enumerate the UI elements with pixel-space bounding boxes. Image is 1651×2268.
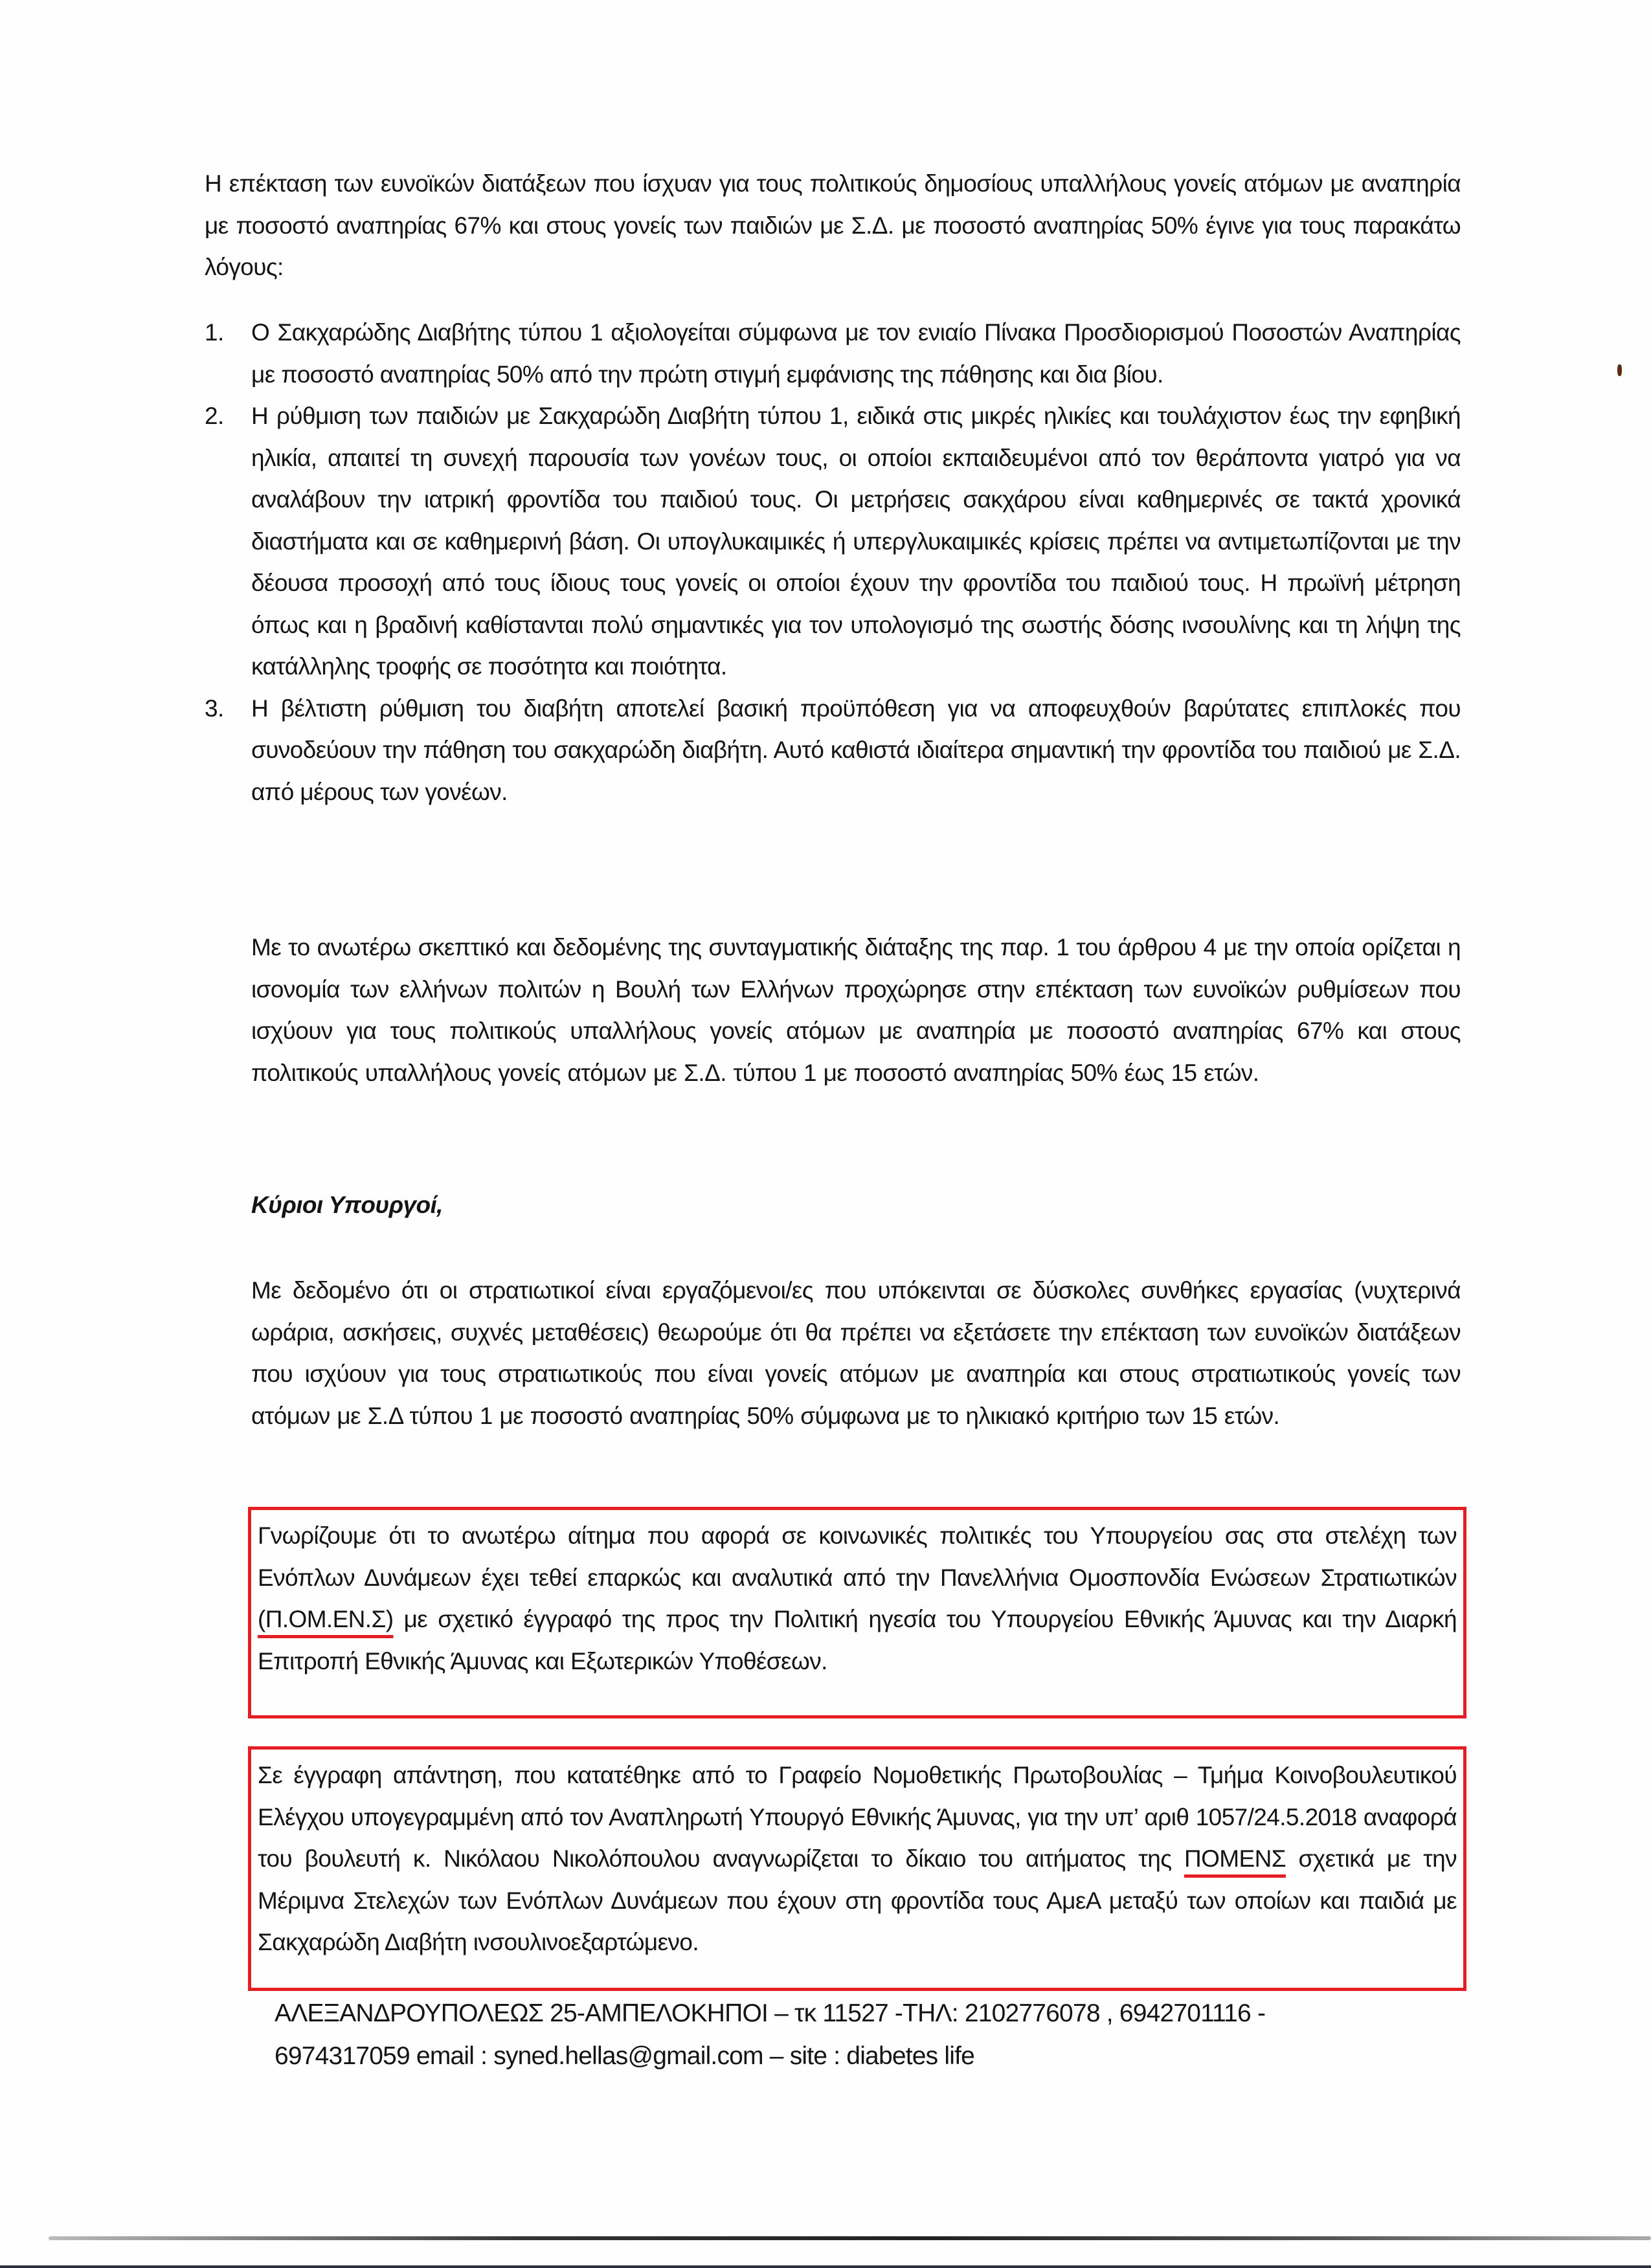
list-item-text: Ο Σακχαρώδης Διαβήτης τύπου 1 αξιολογείται σύμφωνα με τον ενιαίο Πίνακα Προσδιορισμού Ποσοστών Αναπηρίας με ποσοστό αναπηρίας 50% από την πρώτη στιγμή εμφάνισης της πάθησης και δια βίου. xyxy=(251,319,1461,388)
constitution-paragraph xyxy=(251,927,1461,1094)
box1-text-after: με σχετικό έγγραφό της προς την Πολιτική ηγεσία του Υπουργείου Εθνικής Άμυνας και την Διαρκή Επιτροπή Εθνικής Άμυνας και Εξωτερικών Υποθέσεων. xyxy=(258,1606,1457,1674)
scan-edge-line xyxy=(49,2236,1651,2240)
list-number: 3. xyxy=(205,695,224,722)
scan-bottom-edge xyxy=(0,2265,1651,2268)
list-item-text: Η ρύθμιση των παιδιών με Σακχαρώδη Διαβήτη τύπου 1, ειδικά στις μικρές ηλικίες και τουλάχιστον έως την εφηβική ηλικία, απαιτεί τη συνεχή παρουσία των γονέων τους, οι οποίοι εκπαιδευμένοι από τον θεράποντα γιατρό για να αναλάβουν την ιατρική φροντίδα του παιδιού τους. Οι μετρήσεις σακχάρου είναι καθημερινές σε τακτά χρονικά διαστήματα και σε καθημερινή βάση. Οι υπογλυκαιμικές ή υπεργλυκαιμικές κρίσεις πρέπει να αντιμετωπίζονται με την δέουσα προσοχή από τους ίδιους τους γονείς οι οποίοι έχουν την φροντίδα του παιδιού τους. Η πρωϊνή μέτρηση όπως και η βραδινή καθίστανται πολύ σημαντικές για τον υπολογισμό της σωστής δόσης ινσουλίνης και τη λήψη της κατάλληλης τροφής σε ποσότητα και ποιότητα. xyxy=(251,403,1461,680)
intro-text: Η επέκταση των ευνοϊκών διατάξεων που ίσχυαν για τους πολιτικούς δημοσίους υπαλλήλους γονείς ατόμων με αναπηρία με ποσοστό αναπηρίας 67% και στους γονείς των παιδιών με Σ.Δ. με ποσοστό αναπηρίας 50% έγινε για τους παρακάτω λόγους: xyxy=(205,170,1461,280)
list-item xyxy=(205,688,1461,814)
box1-text-before: Γνωρίζουμε ότι το ανωτέρω αίτημα που αφορά σε κοινωνικές πολιτικές του Υπουργείου σας στα στελέχη των Ενόπλων Δυνάμεων έχει τεθεί επαρκώς και αναλυτικά από την Πανελλήνια Ομοσπονδία Ενώσεων Στρατιωτικών xyxy=(258,1522,1457,1591)
highlight-box-ministry-response xyxy=(248,1746,1466,1991)
pomens-acronym-underlined: (Π.ΟΜ.ΕΝ.Σ) xyxy=(258,1606,394,1632)
military-paragraph xyxy=(251,1270,1461,1437)
pomens-name-underlined: ΠΟΜΕΝΣ xyxy=(1184,1845,1286,1872)
scan-speck xyxy=(1617,364,1622,376)
contact-footer xyxy=(275,1992,1265,2078)
list-item-text: Η βέλτιστη ρύθμιση του διαβήτη αποτελεί βασική προϋπόθεση για να αποφευχθούν βαρύτατες επιπλοκές που συνοδεύουν την πάθηση του σακχαρώδη διαβήτη. Αυτό καθιστά ιδιαίτερα σημαντική την φροντίδα του παιδιού με Σ.Δ. από μέρους των γονέων. xyxy=(251,695,1461,805)
salutation: Κύριοι Υπουργοί, xyxy=(251,1192,443,1218)
footer-address-line: ΑΛΕΞΑΝΔΡΟΥΠΟΛΕΩΣ 25-ΑΜΠΕΛΟΚΗΠΟΙ – τκ 11527 -ΤΗΛ: 2102776078 , 6942701116 - xyxy=(275,1999,1266,2027)
constitution-text: Με το ανωτέρω σκεπτικό και δεδομένης της συνταγματικής διάταξης της παρ. 1 του άρθρου 4 με την οποία ορίζεται η ισονομία των ελλήνων πολιτών η Βουλή των Ελλήνων προχώρησε στην επέκταση των ευνοϊκών ρυθμίσεων που ισχύουν για τους πολιτικούς υπαλλήλους γονείς ατόμων με αναπηρία με ποσοστό αναπηρίας 67% και στους πολιτικούς υπαλλήλους γονείς ατόμων με Σ.Δ. τύπου 1 με ποσοστό αναπηρίας 50% έως 15 ετών. xyxy=(251,934,1461,1086)
reasons-list xyxy=(205,312,1461,813)
list-number: 2. xyxy=(205,403,224,429)
military-text: Με δεδομένο ότι οι στρατιωτικοί είναι εργαζόμενοι/ες που υπόκεινται σε δύσκολες συνθήκες εργασίας (νυχτερινά ωράρια, ασκήσεις, συχνές μεταθέσεις) θεωρούμε ότι θα πρέπει να εξετάσετε την επέκταση των ευνοϊκών διατάξεων που ισχύουν για τους στρατιωτικούς που είναι γονείς ατόμων με αναπηρία και στους στρατιωτικούς γονείς των ατόμων με Σ.Δ τύπου 1 με ποσοστό αναπηρίας 50% σύμφωνα με το ηλικιακό κριτήριο των 15 ετών. xyxy=(251,1277,1461,1429)
list-item xyxy=(205,312,1461,395)
footer-contact-line: 6974317059 email : syned.hellas@gmail.com – site : diabetes life xyxy=(275,2042,975,2070)
box2-text-before: Σε έγγραφη απάντηση, που κατατέθηκε από το Γραφείο Νομοθετικής Πρωτοβουλίας – Τμήμα Κοινοβουλευτικού Ελέγχου υπογεγραμμένη από τον Αναπληρωτή Υπουργό Εθνικής Άμυνας, για την υπ’ αριθ 1057/24.5.2018 αναφορά του βουλευτή κ. Νικόλαου Νικολόπουλου αναγνωρίζεται το δίκαιο του αιτήματος της xyxy=(258,1762,1457,1872)
list-number: 1. xyxy=(205,319,224,346)
list-item xyxy=(205,395,1461,688)
highlight-box-pomens-request xyxy=(248,1507,1466,1718)
box2-text-after: σχετικά με την Μέριμνα Στελεχών των Ενόπλων Δυνάμεων που έχουν στη φροντίδα τους ΑμεΑ μεταξύ των οποίων και παιδιά με Σακχαρώδη Διαβήτη ινσουλινοεξαρτώμενο. xyxy=(258,1845,1457,1955)
intro-paragraph xyxy=(205,163,1461,289)
